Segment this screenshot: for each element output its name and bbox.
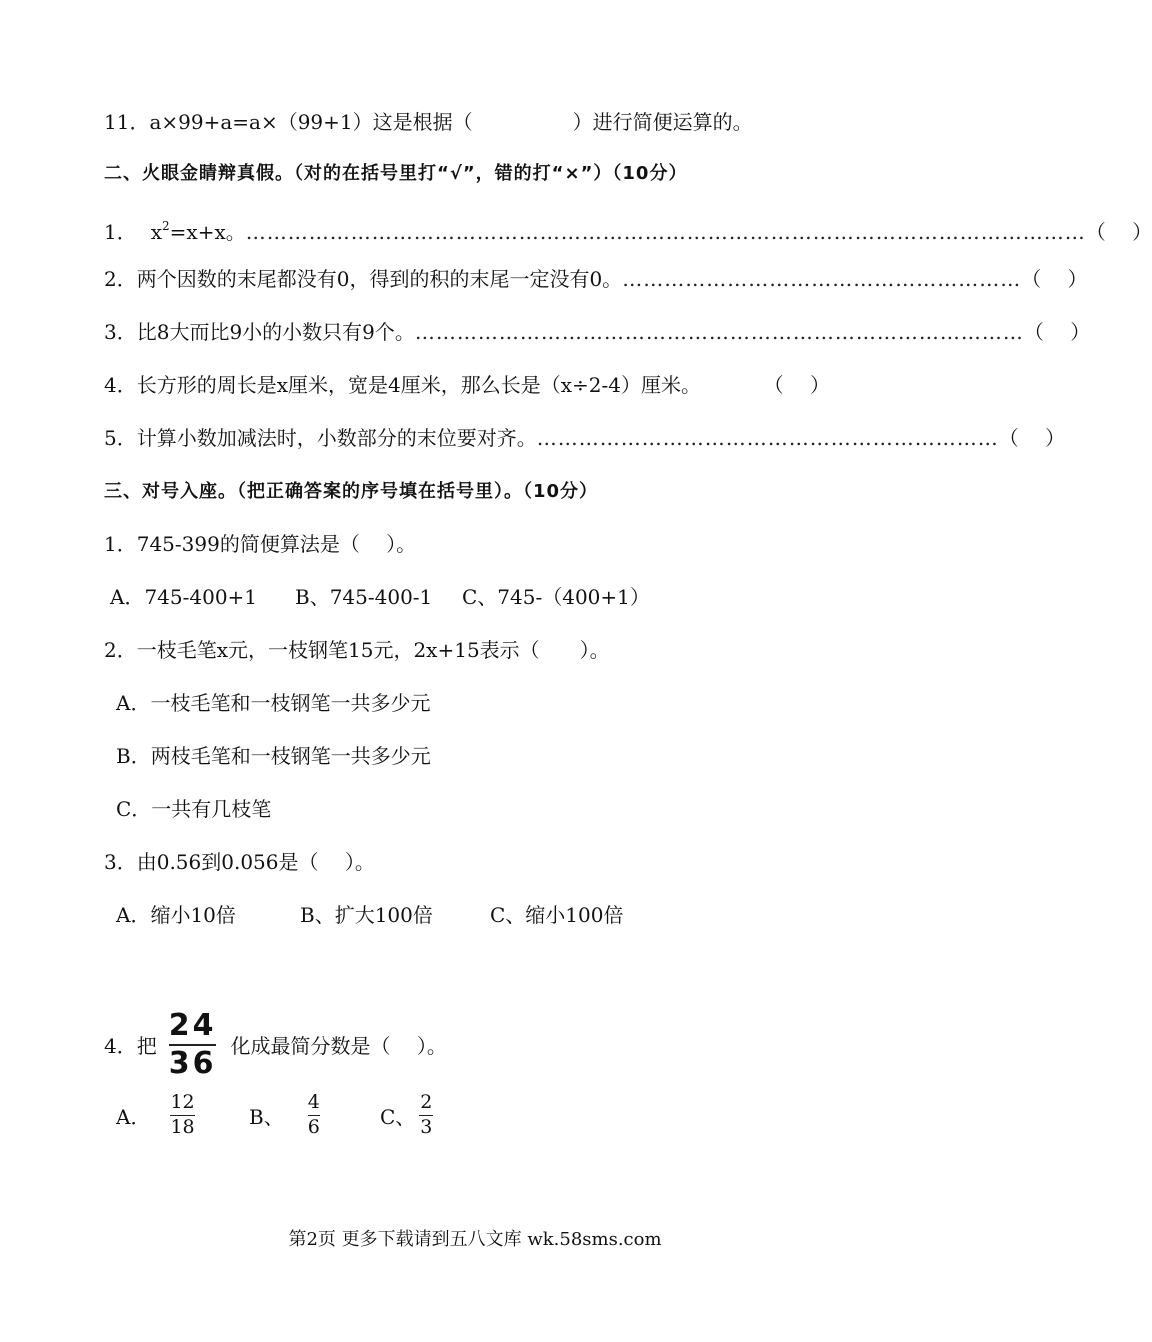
tf-item-2-text: 2．两个因数的末尾都没有0，得到的积的末尾一定没有0。 (104, 267, 623, 291)
mc-q4-pre: 4．把 (104, 1034, 157, 1058)
numerator: 2 (420, 1091, 433, 1113)
denominator: 6 (307, 1115, 320, 1138)
question-11: 11．a×99+a=a×（99+1）这是根据（ ）进行简便运算的。 (104, 110, 753, 134)
mc-q3-option-a[interactable]: A．缩小10倍 (116, 903, 236, 927)
mc-q3-stem: 3．由0.56到0.056是（ ）。 (104, 850, 375, 874)
fraction-2-3 (419, 1093, 433, 1138)
tf-item-1-num: 1． (104, 220, 137, 244)
option-label: B、 (249, 1104, 284, 1129)
leader-dots: ………………………………………………………………………………………………………… (245, 220, 1086, 244)
option-label: A． (116, 1104, 151, 1129)
denominator: 36 (168, 1045, 217, 1081)
leader-dots: ………………………………………………………… (536, 426, 999, 450)
option-label: C、 (380, 1104, 416, 1129)
tf-item-1 (104, 212, 1152, 246)
mc-q3-option-b[interactable]: B、扩大100倍 (300, 903, 433, 927)
tf-item-4 (104, 371, 830, 399)
mc-q1-stem: 1．745-399的简便算法是（ ）。 (104, 532, 417, 556)
leader-dots: …………………………………………………………………………… (414, 320, 1024, 344)
mc-q2-option-a[interactable]: A．一枝毛笔和一枝钢笔一共多少元 (116, 691, 431, 715)
answer-paren[interactable]: （ ） (998, 426, 1066, 450)
mc-q4-option-c[interactable] (380, 1093, 433, 1138)
mc-q2-option-b[interactable]: B．两枝毛笔和一枝钢笔一共多少元 (116, 744, 431, 768)
numerator: 4 (307, 1091, 320, 1113)
answer-paren[interactable]: （ ） (1021, 267, 1088, 291)
mc-q4-option-b[interactable] (249, 1093, 320, 1138)
tf-item-2 (104, 265, 1088, 293)
mc-q1-option-c[interactable]: C、745-（400+1） (462, 585, 650, 609)
section-3-title: 三、对号入座。（把正确答案的序号填在括号里）。（10分） (104, 481, 599, 502)
fraction-4-6 (308, 1093, 320, 1138)
mc-q1-option-b[interactable]: B、745-400-1 (295, 585, 433, 609)
tf-item-5-text: 5．计算小数加减法时，小数部分的末位要对齐。 (104, 426, 537, 450)
mc-q1-option-a[interactable]: A．745-400+1 (110, 585, 258, 609)
leader-dots: ………………………………………………… (622, 267, 1022, 291)
answer-paren[interactable]: （ ） (1023, 320, 1091, 344)
denominator: 3 (420, 1115, 433, 1138)
answer-paren[interactable]: （ ） (763, 373, 830, 397)
mc-q2-option-c[interactable]: C．一共有几枝笔 (116, 797, 272, 821)
tf-item-1-expr: $x^2=x+x$。 (150, 219, 246, 244)
answer-paren[interactable]: （ ） (1085, 220, 1152, 244)
tf-item-3-text: 3．比8大而比9小的小数只有9个。 (104, 320, 415, 344)
mc-q4-option-a[interactable] (116, 1093, 195, 1138)
section-2-title: 二、火眼金睛辩真假。（对的在括号里打“√”，错的打“×”）（10分） (104, 163, 688, 184)
numerator: 24 (168, 1008, 217, 1043)
fraction-24-36 (169, 1010, 217, 1079)
page-footer: 第2页 更多下载请到五八文库 wk.58sms.com (288, 1229, 662, 1250)
mc-q2-stem: 2．一枝毛笔x元，一枝钢笔15元，2x+15表示（ ）。 (104, 638, 610, 662)
denominator: 18 (170, 1115, 195, 1138)
mc-q4-post: 化成最简分数是（ ）。 (230, 1034, 447, 1058)
fraction-12-18 (170, 1093, 194, 1138)
tf-item-5 (104, 424, 1066, 452)
tf-item-4-text: 4．长方形的周长是x厘米，宽是4厘米，那么长是（x÷2-4）厘米。 (104, 373, 701, 397)
mc-q4-stem (104, 1010, 447, 1079)
tf-item-3 (104, 318, 1091, 346)
numerator: 12 (170, 1091, 195, 1113)
mc-q3-option-c[interactable]: C、缩小100倍 (490, 903, 624, 927)
